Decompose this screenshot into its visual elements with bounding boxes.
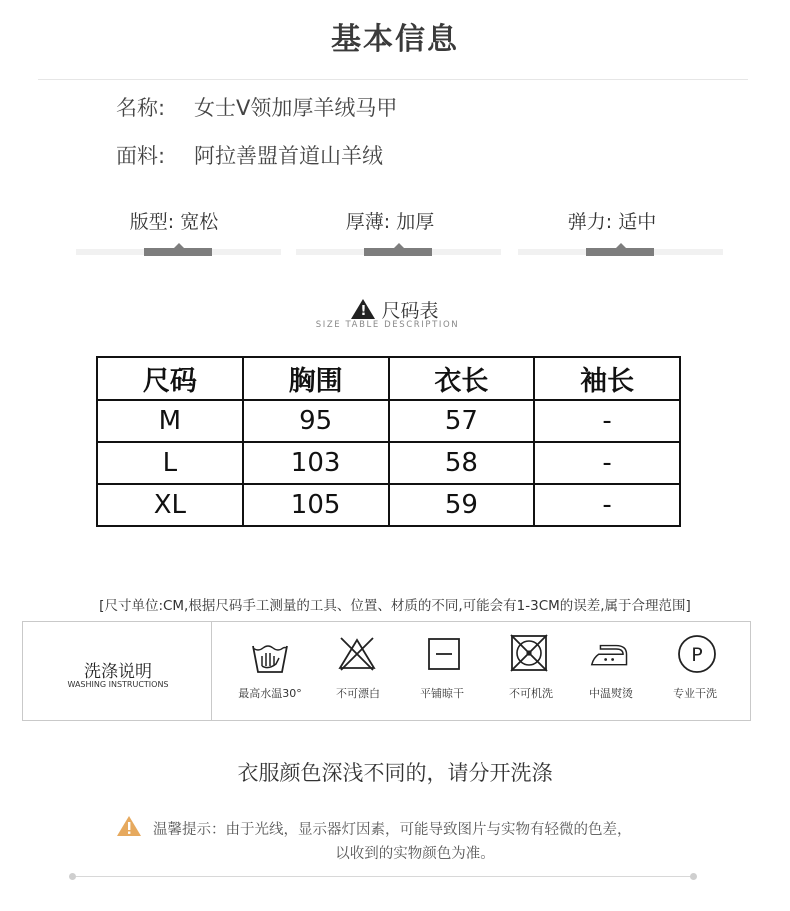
size-table	[96, 356, 681, 527]
column-header: 尺码	[97, 357, 243, 400]
info-key: 名称:	[116, 96, 166, 120]
feature-fit-bar	[76, 249, 281, 255]
hand-wash-icon	[250, 636, 290, 676]
wash-label: 中温熨烫	[589, 687, 633, 700]
table-cell: M	[97, 400, 243, 442]
wash-label: 最高水温30°	[238, 687, 302, 700]
size-table-subheading: SIZE TABLE DESCRIPTION	[315, 320, 460, 330]
svg-text:P: P	[691, 644, 703, 666]
table-row	[97, 484, 680, 526]
table-header-row	[97, 357, 680, 400]
table-cell: -	[534, 442, 680, 484]
tip-line-2: 以收到的实物颜色为准。	[335, 846, 495, 862]
fabric-row	[116, 140, 383, 170]
table-cell: -	[534, 400, 680, 442]
feature-thickness-label: 厚薄: 加厚	[345, 211, 435, 233]
divider-dot	[690, 873, 697, 880]
washing-divider	[211, 622, 212, 720]
table-cell: -	[534, 484, 680, 526]
page-title: 基本信息	[331, 22, 459, 57]
info-value: 女士V领加厚羊绒马甲	[194, 96, 398, 120]
size-table-heading-text: 尺码表	[381, 300, 439, 322]
table-cell: XL	[97, 484, 243, 526]
size-note: [尺寸单位:CM,根据尺码手工测量的工具、位置、材质的不同,可能会有1-3CM的误差,属于合理范围]	[99, 598, 691, 614]
no-machine-wash-icon	[509, 633, 549, 673]
table-cell: 58	[389, 442, 535, 484]
size-table-heading	[0, 296, 790, 323]
feature-elasticity-bar	[518, 249, 723, 255]
table-cell: 57	[389, 400, 535, 442]
table-cell: 103	[243, 442, 389, 484]
table-cell: 105	[243, 484, 389, 526]
level-indicator	[364, 248, 432, 256]
bottom-divider	[72, 876, 694, 877]
title-divider	[38, 79, 748, 80]
feature-elasticity-label: 弹力: 适中	[567, 211, 657, 233]
column-header: 袖长	[534, 357, 680, 400]
washing-title: 洗涤说明	[84, 662, 152, 682]
washing-subtitle: WASHING INSTRUCTIONS	[67, 680, 169, 689]
level-indicator	[144, 248, 212, 256]
level-indicator	[586, 248, 654, 256]
feature-thickness-bar	[296, 249, 501, 255]
wash-label: 平铺晾干	[420, 687, 464, 700]
column-header: 衣长	[389, 357, 535, 400]
table-row	[97, 400, 680, 442]
wash-separately-note: 衣服颜色深浅不同的，请分开洗涤	[237, 761, 553, 785]
feature-fit-label: 版型: 宽松	[129, 211, 219, 233]
warning-icon	[351, 299, 375, 319]
table-cell: 95	[243, 400, 389, 442]
wash-label: 不可机洗	[509, 687, 553, 700]
wash-label: 专业干洗	[673, 687, 717, 700]
column-header: 胸围	[243, 357, 389, 400]
dry-clean-icon	[677, 634, 717, 674]
caution-icon	[116, 815, 142, 837]
product-name-row	[116, 92, 397, 122]
no-bleach-icon	[337, 634, 377, 674]
dry-flat-icon	[424, 636, 464, 676]
iron-medium-icon	[590, 636, 630, 676]
table-row	[97, 442, 680, 484]
table-cell: L	[97, 442, 243, 484]
info-value: 阿拉善盟首道山羊绒	[194, 144, 383, 168]
table-cell: 59	[389, 484, 535, 526]
info-key: 面料:	[116, 144, 166, 168]
tip-line-1: 温馨提示：由于光线，显示器灯因素，可能导致图片与实物有轻微的色差，	[153, 822, 632, 838]
wash-label: 不可漂白	[336, 687, 380, 700]
divider-dot	[69, 873, 76, 880]
